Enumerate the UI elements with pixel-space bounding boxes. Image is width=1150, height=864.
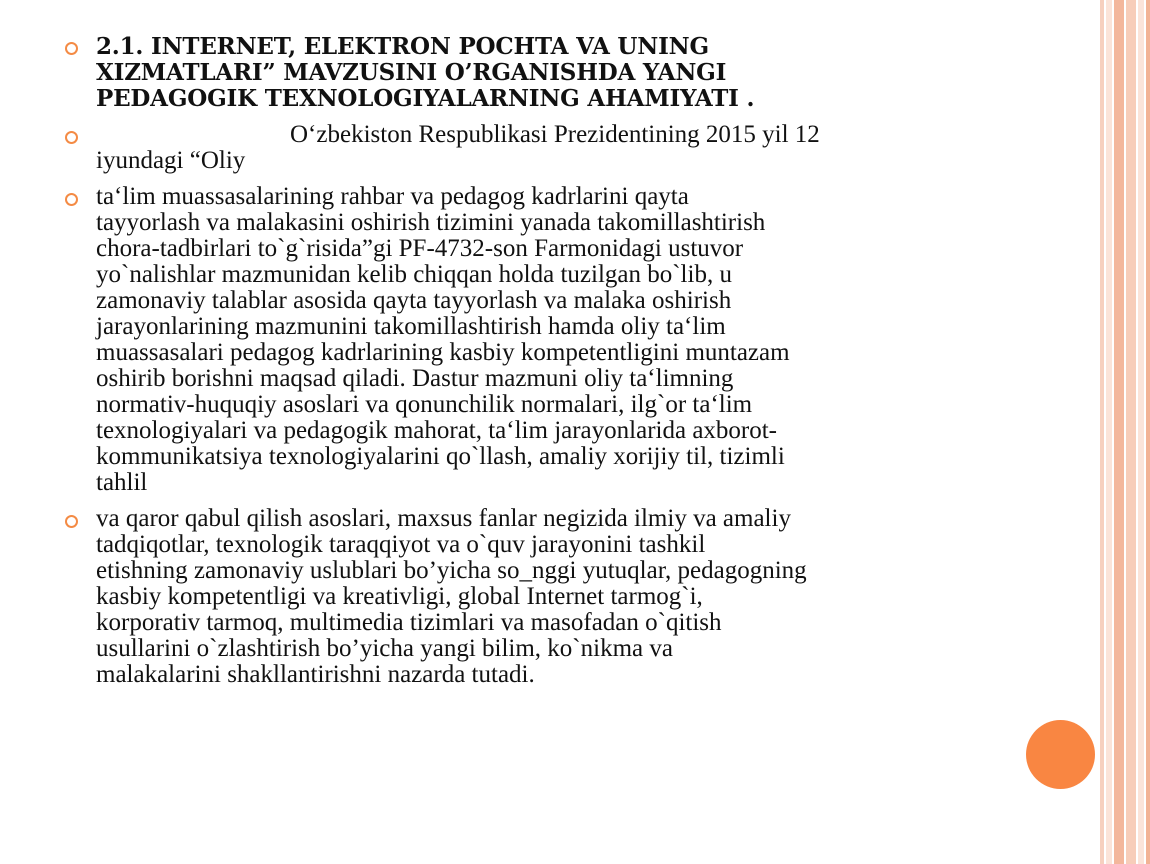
ring-bullet-icon (65, 42, 78, 55)
stripe (1138, 0, 1144, 864)
ring-bullet-icon (65, 193, 78, 206)
stripe (1146, 0, 1150, 864)
paragraph-2-text: va qaror qabul qilish asoslari, maxsus fanlar negizida ilmiy va amaliy tadqiqotlar, texnologik taraqqiyot va o`quv jarayonini tashkil etishning zamonaviy uslublari bo’yicha so_nggi yutuqlar, pedagogning kasbiy kompetentligi va kreativligi, global Internet tarmog`i, korporativ tarmoq, multimedia tizimlari va masofadan o`qitish usullarini o`zlashtirish bo’yicha yangi bilim, ko`nikma va malakalarini shakllantirishni nazarda tutadi. (96, 505, 807, 688)
ring-bullet-icon (65, 131, 78, 144)
stripe (1126, 0, 1136, 864)
bullet-title (62, 34, 1002, 112)
right-decorative-stripes (1096, 0, 1150, 864)
bullet-intro (62, 122, 1002, 174)
bullet-paragraph-2 (62, 506, 1002, 688)
bullet-paragraph-1 (62, 184, 1002, 496)
decorative-orange-circle (1026, 720, 1095, 789)
stripe (1114, 0, 1124, 864)
slide-content (62, 34, 1002, 698)
ring-bullet-icon (65, 515, 78, 528)
paragraph-1-text: taʻlim muassasalarining rahbar va pedagog kadrlarini qayta tayyorlash va malakasini oshirish tizimini yanada takomillashtirish chora-tadbirlari to`g`risida”gi PF-4732-son Farmonidagi ustuvor yo`nalishlar mazmunidan kelib chiqqan holda tuzilgan bo`lib, u zamonaviy talablar asosida qayta tayyorlash va malaka oshirish jarayonlarining mazmunini takomillashtirish hamda oliy taʻlim muassasalari pedagog kadrlarining kasbiy kompetentligini muntazam oshirib borishni maqsad qiladi. Dastur mazmuni oliy taʻlimning normativ-huquqiy asoslari va qonunchilik normalari, ilg`or taʻlim texnologiyalari va pedagogik mahorat, taʻlim jarayonlarida axborot- kommunikatsiya texnologiyalarini qo`llash, amaliy xorijiy til, tizimli tahlil (96, 183, 790, 496)
intro-paragraph (96, 122, 1002, 174)
stripe (1100, 0, 1104, 864)
stripe (1106, 0, 1112, 864)
slide-title: 2.1. INTERNET, ELEKTRON POCHTA VA UNING XIZMATLARI” MAVZUSINI O’RGANISHDA YANGI PEDAGOGIK TEXNOLOGIYALARNING AHAMIYATI . (96, 33, 755, 112)
intro-text: Oʻzbekiston Respublikasi Prezidentining 2015 yil 12 iyundagi “Oliy (96, 121, 820, 174)
